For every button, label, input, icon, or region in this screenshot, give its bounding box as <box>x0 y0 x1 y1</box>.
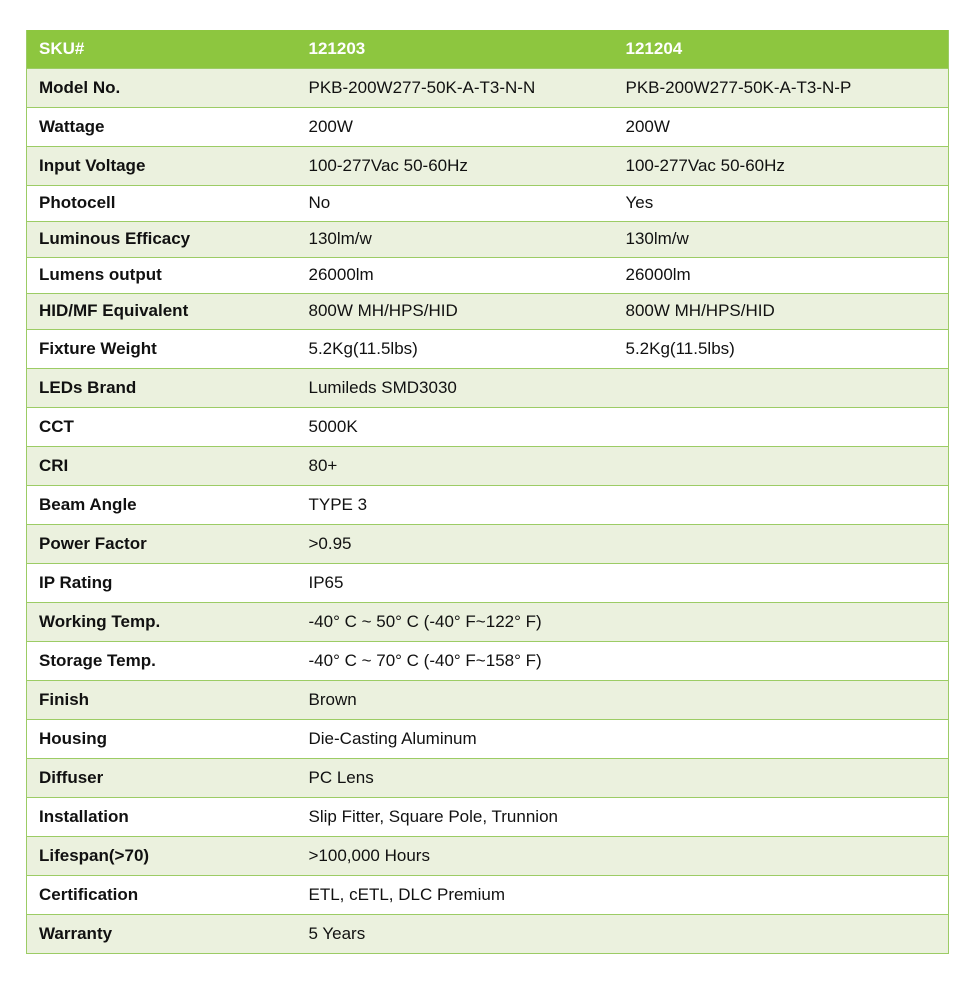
cell-121204: Yes <box>625 193 654 212</box>
header-sku-label: SKU# <box>39 38 85 58</box>
table-header <box>27 30 949 68</box>
cell-121204: 800W MH/HPS/HID <box>625 301 775 320</box>
row-label: Fixture Weight <box>39 338 157 358</box>
cell-121203: Die-Casting Aluminum <box>308 728 477 748</box>
cell-121204 <box>614 368 949 407</box>
cell-121204 <box>614 641 949 680</box>
row-label: Storage Temp. <box>39 650 156 670</box>
table-row <box>27 680 949 719</box>
row-label: Beam Angle <box>39 494 137 514</box>
table-row <box>27 257 949 293</box>
cell-121203: PC Lens <box>308 767 374 787</box>
table-row <box>27 221 949 257</box>
cell-121204: 26000lm <box>625 265 691 284</box>
table-row <box>27 875 949 914</box>
header-sku-b: 121204 <box>625 38 683 58</box>
row-label: Power Factor <box>39 533 147 553</box>
cell-121204 <box>614 836 949 875</box>
cell-121203: >100,000 Hours <box>308 845 430 865</box>
cell-121203: Lumileds SMD3030 <box>308 377 457 397</box>
cell-121204: 5.2Kg(11.5lbs) <box>625 338 735 358</box>
cell-121203: Slip Fitter, Square Pole, Trunnion <box>308 806 558 826</box>
table-row <box>27 68 949 107</box>
table-row <box>27 293 949 329</box>
cell-121204 <box>614 758 949 797</box>
cell-121204: 200W <box>625 116 670 136</box>
row-label: Finish <box>39 689 90 709</box>
row-label: Installation <box>39 806 129 826</box>
cell-121204 <box>614 680 949 719</box>
cell-121204 <box>614 797 949 836</box>
cell-121203: 200W <box>308 116 353 136</box>
table-row <box>27 602 949 641</box>
row-label: LEDs Brand <box>39 377 137 397</box>
table-row <box>27 146 949 185</box>
header-row <box>27 30 949 68</box>
cell-121203: >0.95 <box>308 533 352 553</box>
cell-121203: 800W MH/HPS/HID <box>308 301 458 320</box>
table-row <box>27 185 949 221</box>
row-label: CRI <box>39 455 69 475</box>
row-label: Diffuser <box>39 767 104 787</box>
table-row <box>27 797 949 836</box>
table-row <box>27 836 949 875</box>
cell-121203: -40° C ~ 50° C (-40° F~122° F) <box>308 611 542 631</box>
row-label: Lumens output <box>39 265 162 284</box>
cell-121204: 130lm/w <box>625 229 689 248</box>
cell-121203: IP65 <box>308 572 344 592</box>
cell-121204: PKB-200W277-50K-A-T3-N-P <box>625 77 852 97</box>
row-label: CCT <box>39 416 74 436</box>
cell-121204 <box>614 875 949 914</box>
table-row <box>27 407 949 446</box>
table-row <box>27 329 949 368</box>
header-sku-a: 121203 <box>308 38 366 58</box>
cell-121203: ETL, cETL, DLC Premium <box>308 884 505 904</box>
table-row <box>27 368 949 407</box>
table-row <box>27 485 949 524</box>
cell-121204: 100-277Vac 50-60Hz <box>625 155 785 175</box>
cell-121203: 5000K <box>308 416 358 436</box>
cell-121204 <box>614 602 949 641</box>
spec-table <box>26 30 949 954</box>
cell-121204 <box>614 719 949 758</box>
table-row <box>27 524 949 563</box>
row-label: IP Rating <box>39 572 113 592</box>
row-label: Photocell <box>39 193 116 212</box>
row-label: Luminous Efficacy <box>39 229 191 248</box>
cell-121203: PKB-200W277-50K-A-T3-N-N <box>308 77 536 97</box>
row-label: Lifespan(>70) <box>39 845 150 865</box>
cell-121203: 100-277Vac 50-60Hz <box>308 155 468 175</box>
table-row <box>27 446 949 485</box>
table-body <box>27 68 949 953</box>
cell-121203: 80+ <box>308 455 338 475</box>
cell-121204 <box>614 563 949 602</box>
cell-121203: 26000lm <box>308 265 374 284</box>
row-label: Certification <box>39 884 139 904</box>
cell-121204 <box>614 914 949 953</box>
row-label: Warranty <box>39 923 113 943</box>
row-label: HID/MF Equivalent <box>39 301 189 320</box>
cell-121204 <box>614 485 949 524</box>
table-row <box>27 758 949 797</box>
cell-121203: TYPE 3 <box>308 494 368 514</box>
row-label: Input Voltage <box>39 155 146 175</box>
cell-121203: -40° C ~ 70° C (-40° F~158° F) <box>308 650 542 670</box>
cell-121203: 130lm/w <box>308 229 372 248</box>
row-label: Housing <box>39 728 107 748</box>
cell-121203: No <box>308 193 331 212</box>
cell-121204 <box>614 446 949 485</box>
cell-121203: 5 Years <box>308 923 366 943</box>
table-row <box>27 563 949 602</box>
cell-121204 <box>614 524 949 563</box>
table-row <box>27 107 949 146</box>
row-label: Wattage <box>39 116 105 136</box>
cell-121203: Brown <box>308 689 357 709</box>
cell-121204 <box>614 407 949 446</box>
row-label: Model No. <box>39 77 121 97</box>
table-row <box>27 641 949 680</box>
table-row <box>27 914 949 953</box>
cell-121203: 5.2Kg(11.5lbs) <box>308 338 418 358</box>
row-label: Working Temp. <box>39 611 161 631</box>
table-row <box>27 719 949 758</box>
